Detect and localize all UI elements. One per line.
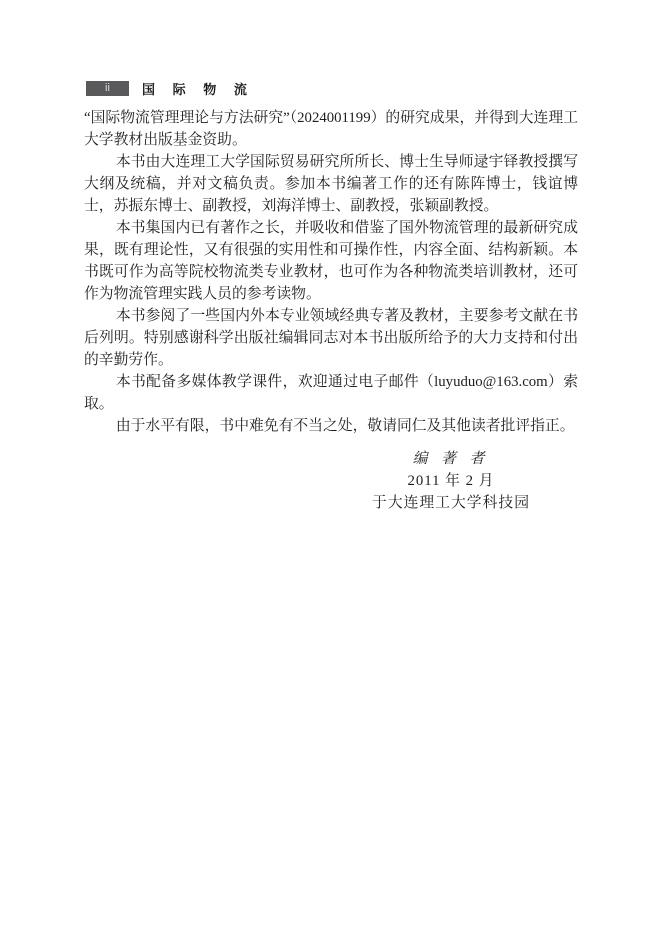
signature-place: 于大连理工大学科技园	[372, 495, 530, 511]
paragraph: 本书参阅了一些国内外本专业领域经典专著及教材，主要参考文献在书后列明。特别感谢科学出版社编辑同志对本书出版所给予的大力支持和付出的辛勤劳作。	[84, 308, 578, 368]
preface-body	[84, 107, 578, 514]
signature-inner	[372, 448, 530, 514]
paragraph: “国际物流管理理论与方法研究”（2024001199）的研究成果，并得到大连理工大学教材出版基金资助。	[84, 110, 578, 148]
page-number-badge: ii	[86, 81, 129, 96]
book-title: 国 际 物 流	[142, 82, 254, 97]
paragraph: 本书由大连理工大学国际贸易研究所所长、博士生导师逯宇铎教授撰写大纲及统稿，并对文稿负责。参加本书编著工作的还有陈阵博士，钱谊博士，苏振东博士、副教授，刘海洋博士、副教授，张颖副教授。	[84, 154, 578, 214]
running-header	[86, 79, 254, 98]
signature-author: 编 著 者	[412, 451, 490, 467]
paragraph: 本书集国内已有著作之长，并吸收和借鉴了国外物流管理的最新研究成果，既有理论性，又有很强的实用性和可操作性，内容全面、结构新颖。本书既可作为高等院校物流类专业教材，也可作为各种物流类培训教材，还可作为物流管理实践人员的参考读物。	[84, 220, 578, 302]
signature-block	[84, 448, 578, 514]
paragraph: 由于水平有限，书中难免有不当之处，敬请同仁及其他读者批评指正。	[115, 418, 575, 434]
paragraph: 本书配备多媒体教学课件，欢迎通过电子邮件（luyuduo@163.com）索取。	[84, 374, 578, 412]
signature-date: 2011 年 2 月	[407, 473, 495, 489]
